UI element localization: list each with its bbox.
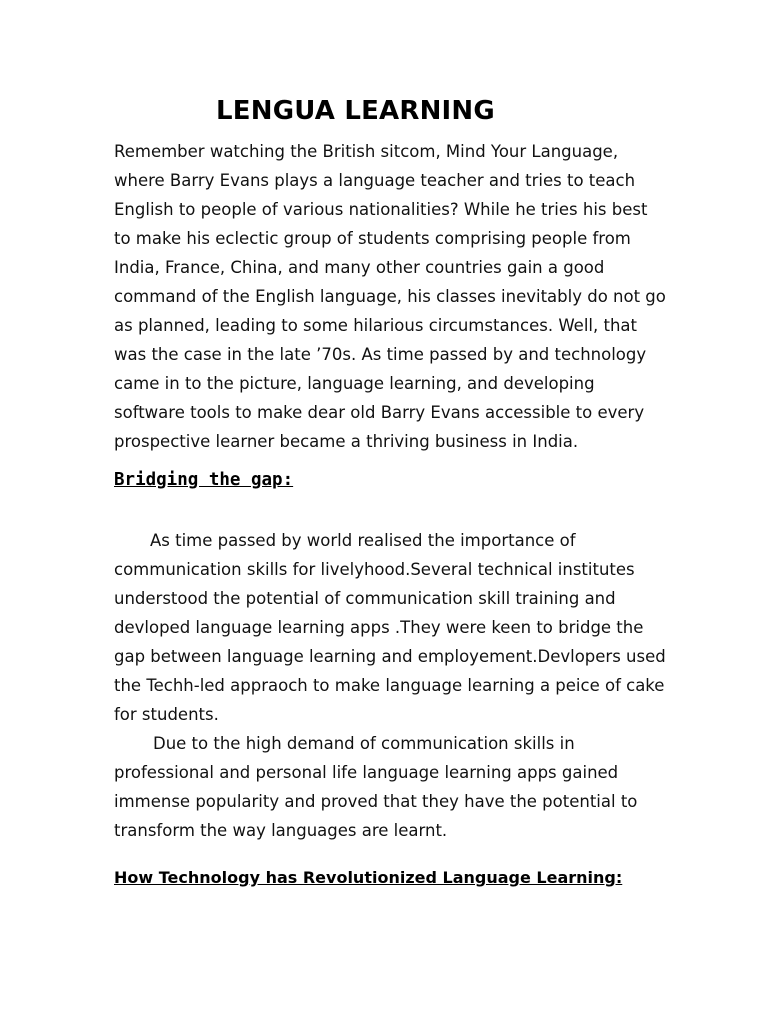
intro-line: command of the English language, his classes inevitably do not go [114, 287, 666, 306]
intro-line: India, France, China, and many other countries gain a good [114, 258, 605, 277]
paragraph-line: the Techh-led appraoch to make language learning a peice of cake [114, 676, 665, 695]
paragraph-line: gap between language learning and employement.Devlopers used [114, 647, 666, 666]
paragraph-line: transform the way languages are learnt. [114, 821, 448, 840]
intro-line: Remember watching the British sitcom, Mind Your Language, [114, 142, 619, 161]
paragraph-line: devloped language learning apps .They were keen to bridge the [114, 618, 644, 637]
paragraph-line: professional and personal life language learning apps gained [114, 763, 619, 782]
paragraph-line: understood the potential of communication skill training and [114, 589, 616, 608]
paragraph-line: Due to the high demand of communication skills in [153, 734, 575, 753]
paragraph-line: immense popularity and proved that they have the potential to [114, 792, 638, 811]
intro-line: prospective learner became a thriving business in India. [114, 432, 579, 451]
section-heading-bridging-gap: Bridging the gap: [114, 470, 294, 490]
intro-line: came in to the picture, language learning, and developing [114, 374, 595, 393]
paragraph-line: As time passed by world realised the importance of [150, 531, 576, 550]
paragraph-line: communication skills for livelyhood.Several technical institutes [114, 560, 635, 579]
subheading-technology-revolution: How Technology has Revolutionized Language Learning: [114, 868, 623, 887]
paragraph-line: for students. [114, 705, 219, 724]
bridging-paragraph-2 [114, 729, 674, 845]
intro-line: to make his eclectic group of students comprising people from [114, 229, 631, 248]
bridging-paragraph-1 [114, 526, 674, 729]
intro-paragraph [114, 137, 674, 456]
intro-line: as planned, leading to some hilarious circumstances. Well, that [114, 316, 637, 335]
page-title: LENGUA LEARNING [216, 96, 495, 126]
intro-line: was the case in the late ’70s. As time passed by and technology [114, 345, 647, 364]
intro-line: where Barry Evans plays a language teacher and tries to teach [114, 171, 636, 190]
intro-line: software tools to make dear old Barry Evans accessible to every [114, 403, 645, 422]
intro-line: English to people of various nationalities? While he tries his best [114, 200, 648, 219]
